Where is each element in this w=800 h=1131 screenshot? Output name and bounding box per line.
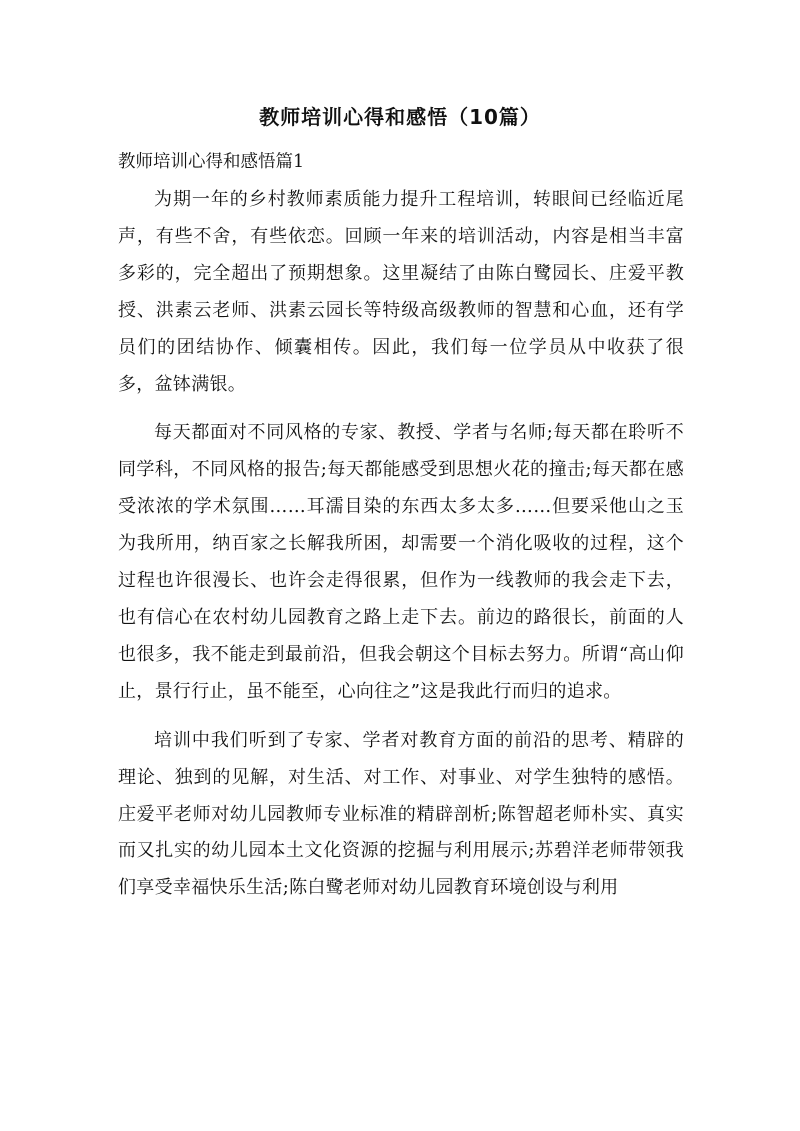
document-body [118, 182, 684, 919]
section-heading: 教师培训心得和感悟篇1 [118, 152, 305, 172]
document-title: 教师培训心得和感悟（10篇） [259, 105, 541, 129]
paragraph: 每天都面对不同风格的专家、教授、学者与名师;每天都在聆听不同学科，不同风格的报告;每天都能感受到思想火花的撞击;每天都在感受浓浓的学术氛围……耳濡目染的东西太多太多……但要采他山之玉为我所用，纳百家之长解我所困，却需要一个消化吸收的过程，这个过程也许很漫长、也许会走得很累，但作为一线教师的我会走下去，也有信心在农村幼儿园教育之路上走下去。前边的路很长，前面的人也很多，我不能走到最前沿，但我会朝这个目标去努力。所谓“高山仰止，景行行止，虽不能至，心向往之”这是我此行而归的追求。 [118, 422, 684, 702]
paragraph: 为期一年的乡村教师素质能力提升工程培训，转眼间已经临近尾声，有些不舍，有些依恋。回顾一年来的培训活动，内容是相当丰富多彩的，完全超出了预期想象。这里凝结了由陈白鹭园长、庄爱平教授、洪素云老师、洪素云园长等特级高级教师的智慧和心血，还有学员们的团结协作、倾囊相传。因此，我们每一位学员从中收获了很多，盆钵满银。 [118, 189, 684, 395]
paragraph: 培训中我们听到了专家、学者对教育方面的前沿的思考、精辟的理论、独到的见解，对生活、对工作、对事业、对学生独特的感悟。庄爱平老师对幼儿园教师专业标准的精辟剖析;陈智超老师朴实、真实而又扎实的幼儿园本土文化资源的挖掘与利用展示;苏碧洋老师带领我们享受幸福快乐生活;陈白鹭老师对幼儿园教育环境创设与利用 [118, 729, 684, 899]
